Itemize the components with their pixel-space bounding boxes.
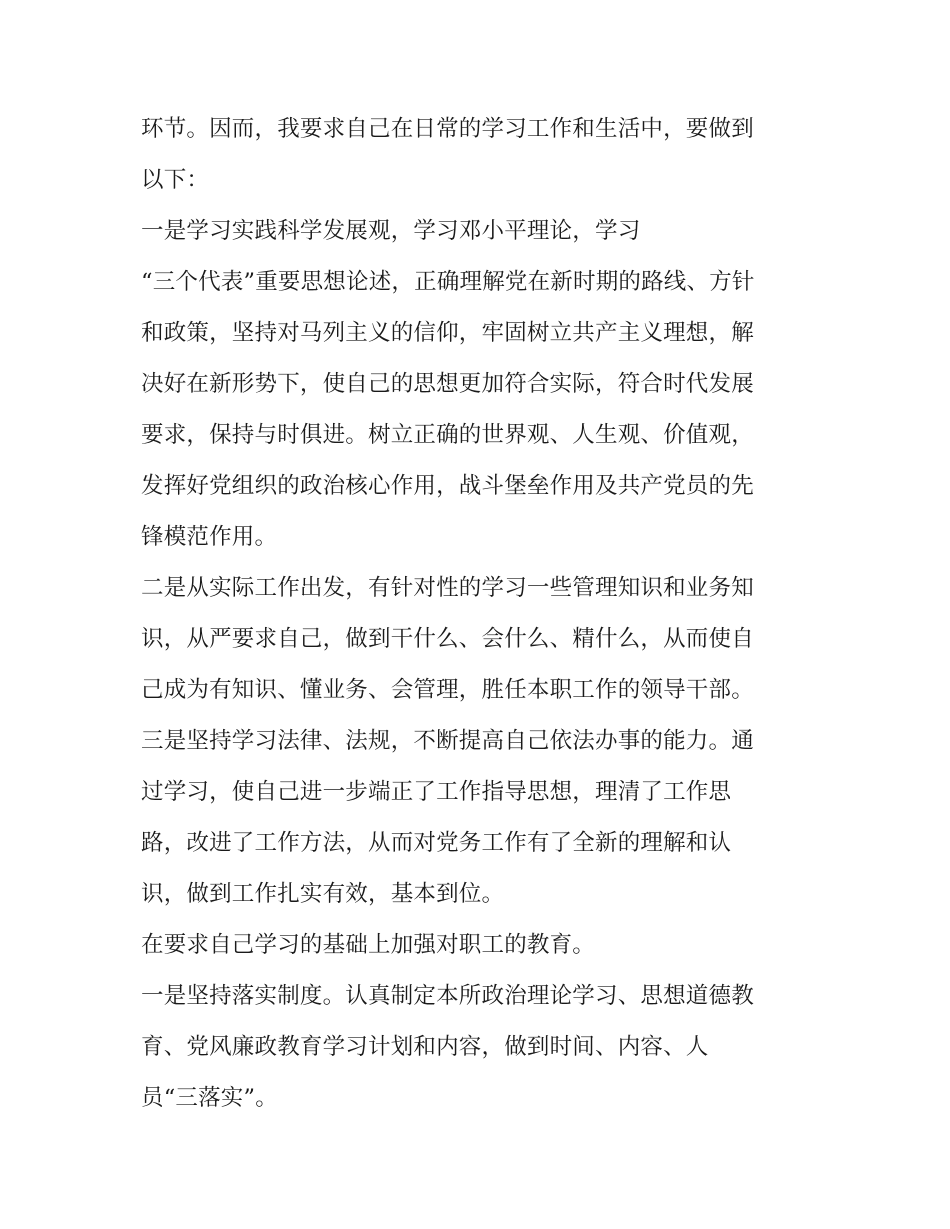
text-line: “三个代表”重要思想论述，正确理解党在新时期的路线、方针 bbox=[141, 269, 755, 295]
text-line: 锋模范作用。 bbox=[141, 524, 278, 550]
text-line: 一是坚持落实制度。认真制定本所政治理论学习、思想道德教 bbox=[141, 983, 754, 1009]
text-line: 识，从严要求自己，做到干什么、会什么、精什么，从而使自 bbox=[141, 626, 754, 652]
text-line: 和政策，坚持对马列主义的信仰，牢固树立共产主义理想，解 bbox=[141, 320, 754, 346]
document-body bbox=[141, 104, 831, 1124]
text-line: 育、党风廉政教育学习计划和内容，做到时间、内容、人 bbox=[141, 1034, 709, 1060]
text-line: 三是坚持学习法律、法规，不断提高自己依法办事的能力。通 bbox=[141, 728, 754, 754]
text-line: 要求，保持与时俱进。树立正确的世界观、人生观、价值观， bbox=[141, 422, 754, 448]
text-line: 一是学习实践科学发展观，学习邓小平理论，学习 bbox=[141, 218, 641, 244]
text-line: 决好在新形势下，使自己的思想更加符合实际，符合时代发展 bbox=[141, 371, 754, 397]
text-line: 己成为有知识、懂业务、会管理，胜任本职工作的领导干部。 bbox=[141, 677, 754, 703]
text-line: 发挥好党组织的政治核心作用，战斗堡垒作用及共产党员的先 bbox=[141, 473, 754, 499]
text-line: 二是从实际工作出发，有针对性的学习一些管理知识和业务知 bbox=[141, 575, 754, 601]
text-line: 路，改进了工作方法，从而对党务工作有了全新的理解和认 bbox=[141, 830, 732, 856]
text-line: 识，做到工作扎实有效，基本到位。 bbox=[141, 881, 505, 907]
text-line: 在要求自己学习的基础上加强对职工的教育。 bbox=[141, 932, 596, 958]
text-line: 环节。因而，我要求自己在日常的学习工作和生活中，要做到 bbox=[141, 116, 754, 142]
text-line: 过学习，使自己进一步端正了工作指导思想，理清了工作思 bbox=[141, 779, 732, 805]
text-line: 员“三落实”。 bbox=[141, 1085, 278, 1111]
text-line: 以下： bbox=[141, 167, 210, 193]
